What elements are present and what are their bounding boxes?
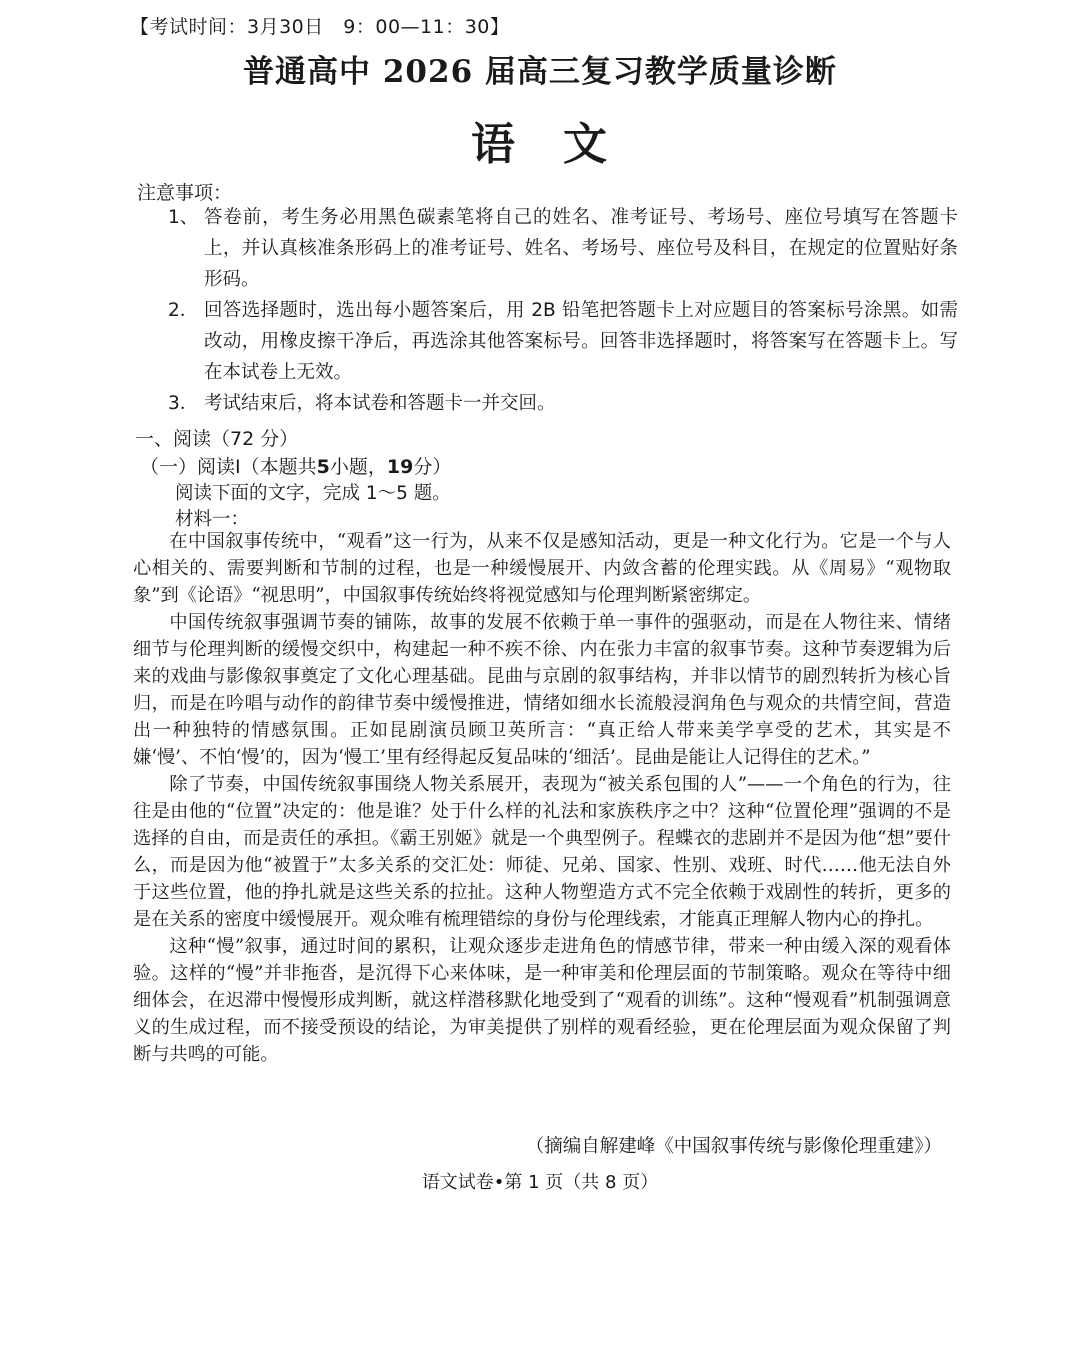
- section-heading: 一、阅读（72 分）: [135, 428, 299, 450]
- notice-item-1: [168, 202, 958, 295]
- notice-item-3: [168, 388, 958, 419]
- notice-number: 3．: [168, 393, 199, 414]
- passage-paragraph-3: 除了节奏，中国传统叙事围绕人物关系展开，表现为“被关系包围的人”——一个角色的行为，往往是由他的“位置”决定的：他是谁？处于什么样的礼法和家族秩序之中？这种“位置伦理”强调的不是选择的自由，而是责任的承担。《霸王别姬》就是一个典型例子。程蝶衣的悲剧并不是因为他“想”要什么，而是因为他“被置于”太多关系的交汇处：师徒、兄弟、国家、性别、戏班、时代……他无法自外于这些位置，他的挣扎就是这些关系的拉扯。这种人物塑造方式不完全依赖于戏剧性的转折，更多的是在关系的密度中缓慢展开。观众唯有梳理错综的身份与伦理线索，才能真正理解人物内心的挣扎。: [133, 774, 951, 930]
- material-label: 材料一：: [175, 509, 250, 530]
- notice-text: 答卷前，考生务必用黑色碳素笔将自己的姓名、准考证号、考场号、座位号填写在答题卡上，并认真核准条形码上的准考证号、姓名、考场号、座位号及科目，在规定的位置贴好条形码。: [204, 207, 958, 290]
- section-score: 19: [386, 456, 414, 478]
- subsection-mid: 小题，: [329, 456, 387, 478]
- subsection-heading: [140, 452, 451, 479]
- passage-paragraph-2: 中国传统叙事强调节奏的铺陈，故事的发展不依赖于单一事件的强驱动，而是在人物往来、情绪细节与伦理判断的缓慢交织中，构建起一种不疾不徐、内在张力丰富的叙事节奏。这种节奏逻辑为后来的戏曲与影像叙事奠定了文化心理基础。昆曲与京剧的叙事结构，并非以情节的剧烈转折为核心旨归，而是在吟唱与动作的韵律节奏中缓慢推进，情绪如细水长流般浸润角色与观众的共情空间，营造出一种独特的情感氛围。正如昆剧演员顾卫英所言：“真正给人带来美学享受的艺术，其实是不嫌‘慢’、不怕‘慢’的，因为‘慢工’里有经得起反复品味的‘细活’。昆曲是能让人记得住的艺术。”: [133, 612, 951, 768]
- passage-source: （摘编自解建峰《中国叙事传统与影像伦理重建》）: [525, 1136, 942, 1157]
- reading-passage: [133, 528, 951, 1068]
- notice-heading: 注意事项：: [137, 182, 233, 204]
- passage-paragraph-1: 在中国叙事传统中，“观看”这一行为，从来不仅是感知活动，更是一种文化行为。它是一个与人心相关的、需要判断和节制的过程，也是一种缓慢展开、内敛含蓄的伦理实践。从《周易》“观物取象”到《论语》“视思明”，中国叙事传统始终将视觉感知与伦理判断紧密绑定。: [133, 531, 951, 606]
- subject-title: 语 文: [471, 119, 609, 170]
- notice-item-2: [168, 295, 958, 388]
- notice-text: 回答选择题时，选出每小题答案后，用 2B 铅笔把答题卡上对应题目的答案标号涂黑。如需改动，用橡皮擦干净后，再选涂其他答案标号。回答非选择题时，将答案写在答题卡上。写在本试卷上无效。: [204, 300, 958, 383]
- exam-time: 【考试时间：3月30日 9：00—11：30】: [130, 16, 510, 38]
- reading-instruction: 阅读下面的文字，完成 1～5 题。: [175, 483, 451, 504]
- question-count: 5: [316, 456, 330, 478]
- notice-number: 2．: [168, 300, 199, 321]
- page-footer: 语文试卷•第 1 页（共 8 页）: [421, 1172, 659, 1193]
- notice-list: [168, 202, 958, 419]
- notice-number: 1、: [168, 207, 199, 228]
- passage-paragraph-4: 这种“慢”叙事，通过时间的累积，让观众逐步走进角色的情感节律，带来一种由缓入深的观看体验。这样的“慢”并非拖沓，是沉得下心来体味，是一种审美和伦理层面的节制策略。观众在等待中细细体会，在迟滞中慢慢形成判断，就这样潜移默化地受到了“观看的训练”。这种“慢观看”机制强调意义的生成过程，而不接受预设的结论，为审美提供了别样的观看经验，更在伦理层面为观众保留了判断与共鸣的可能。: [133, 936, 951, 1065]
- subsection-prefix: （一）阅读Ⅰ（本题共: [140, 456, 317, 478]
- notice-text: 考试结束后，将本试卷和答题卡一并交回。: [204, 393, 556, 414]
- exam-title: 普通高中 2026 届高三复习教学质量诊断: [243, 54, 837, 90]
- subsection-suffix: 分）: [413, 456, 452, 478]
